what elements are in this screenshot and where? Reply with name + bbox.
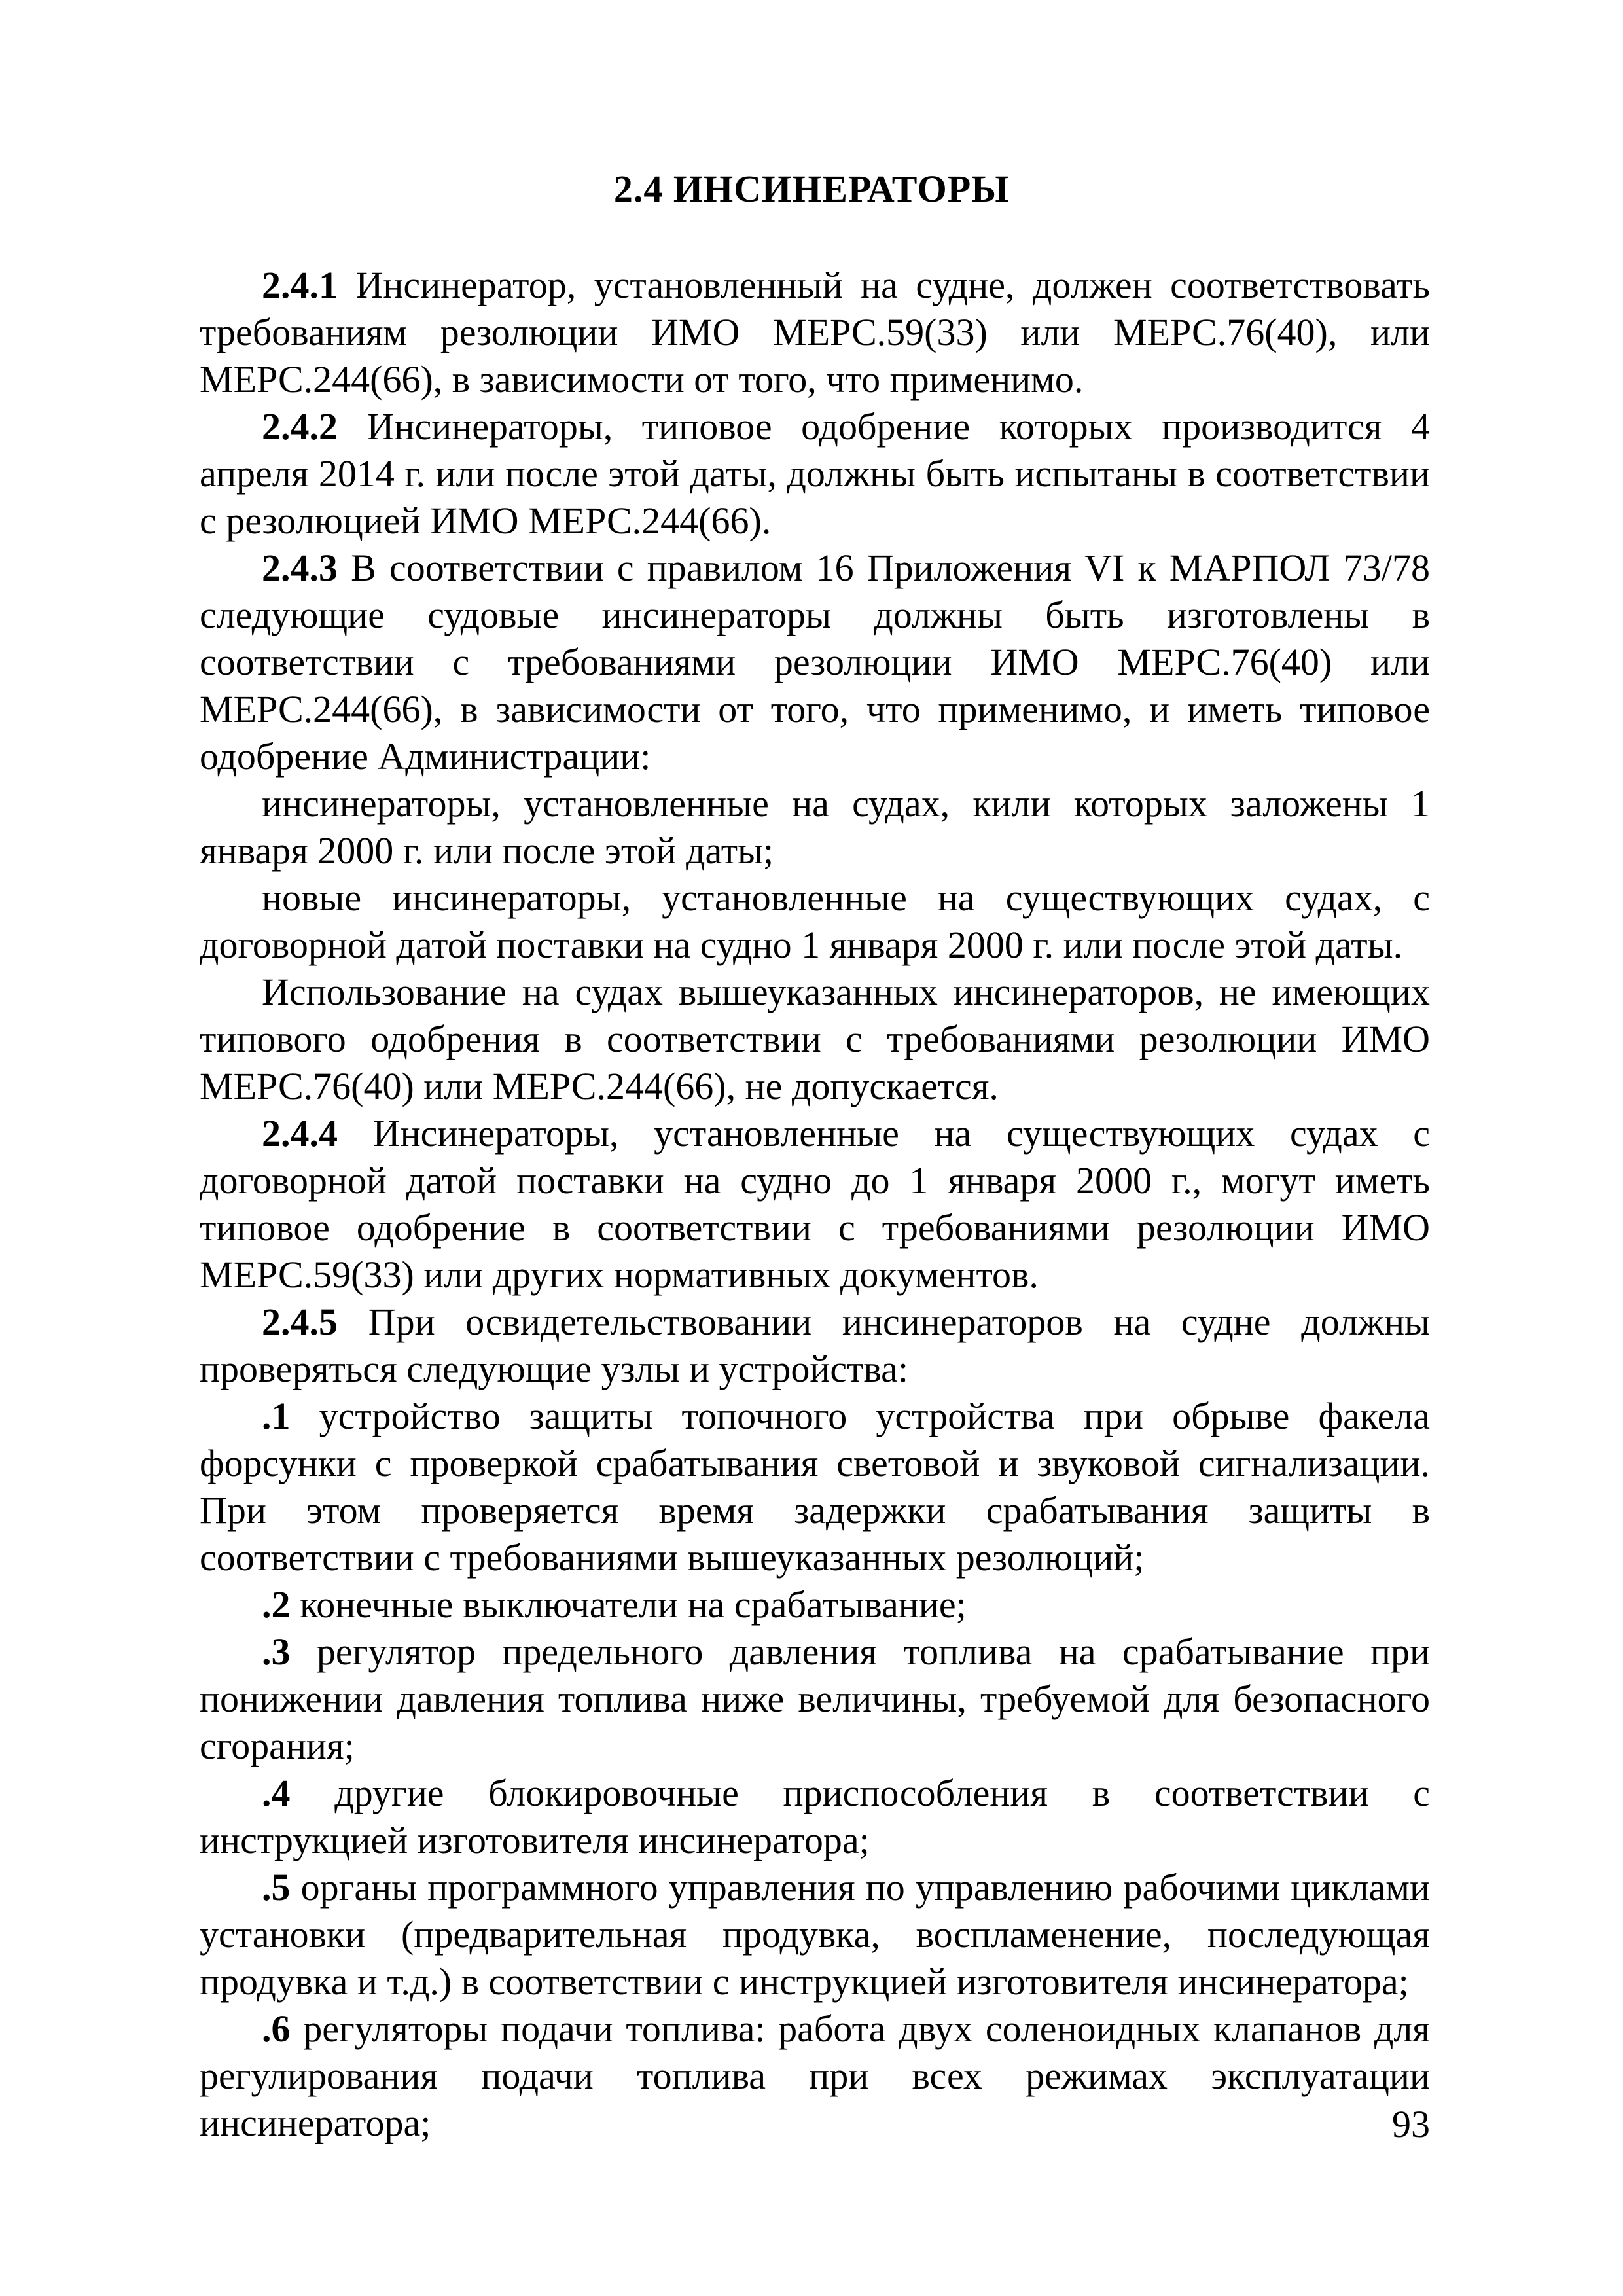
clause-number: 2.4.1: [262, 264, 338, 306]
subitem-4: [200, 1770, 1430, 1864]
subitem-number: .1: [262, 1395, 291, 1437]
paragraph-text: органы программного управления по управлению рабочими циклами установки (предварительная продувка, воспламенение, последующая продувка и т.д.) в соответствии с инструкцией изготовителя инсинератора;: [200, 1866, 1430, 2003]
paragraph-text: Инсинераторы, установленные на существующих судах с договорной датой поставки на судно до 1 января 2000 г., могут иметь типовое одобрение в соответствии с требованиями резолюции ИМО МЕРС.59(33) или других нормативных документов.: [200, 1112, 1430, 1296]
paragraph-text: устройство защиты топочного устройства при обрыве факела форсунки с проверкой срабатывания световой и звуковой сигнализации. При этом проверяется время задержки срабатывания защиты в соответствии с требованиями вышеуказанных резолюций;: [200, 1395, 1430, 1579]
subitem-number: .2: [262, 1583, 291, 1626]
subitem-2: [200, 1581, 1430, 1628]
paragraph-text: инсинераторы, установленные на судах, кили которых заложены 1 января 2000 г. или после этой даты;: [200, 782, 1430, 872]
paragraph-2-4-2: [200, 403, 1430, 545]
subitem-number: .3: [262, 1630, 291, 1673]
paragraph-text: При освидетельствовании инсинераторов на судне должны проверяться следующие узлы и устройства:: [200, 1300, 1430, 1390]
page-number: 93: [1392, 2103, 1430, 2145]
paragraph-text: конечные выключатели на срабатывание;: [290, 1583, 967, 1626]
clause-number: 2.4.3: [262, 547, 338, 589]
paragraph-list-item: [200, 780, 1430, 874]
subitem-1: [200, 1393, 1430, 1581]
subitem-number: .5: [262, 1866, 291, 1909]
paragraph-2-4-1: [200, 262, 1430, 403]
paragraph-2-4-4: [200, 1110, 1430, 1299]
subitem-5: [200, 1864, 1430, 2005]
paragraph-2-4-3: [200, 545, 1430, 780]
paragraph-note: [200, 969, 1430, 1110]
paragraph-text: регуляторы подачи топлива: работа двух соленоидных клапанов для регулирования подачи топлива при всех режимах эксплуатации инсинератора;: [200, 2007, 1430, 2144]
clause-number: 2.4.2: [262, 405, 338, 448]
paragraph-text: новые инсинераторы, установленные на существующих судах, с договорной датой поставки на судно 1 января 2000 г. или после этой даты.: [200, 876, 1430, 966]
paragraph-text: Инсинераторы, типовое одобрение которых производится 4 апреля 2014 г. или после этой даты, должны быть испытаны в соответствии с резолюцией ИМО МЕРС.244(66).: [200, 405, 1430, 542]
section-body: [200, 262, 1430, 2147]
paragraph-text: Инсинератор, установленный на судне, должен соответствовать требованиям резолюции ИМО МЕРС.59(33) или МЕРС.76(40), или МЕРС.244(66), в зависимости от того, что применимо.: [200, 264, 1430, 401]
clause-number: 2.4.5: [262, 1300, 338, 1343]
paragraph-text: регулятор предельного давления топлива на срабатывание при понижении давления топлива ниже величины, требуемой для безопасного сгорания;: [200, 1630, 1430, 1767]
paragraph-list-item: [200, 874, 1430, 969]
subitem-number: .6: [262, 2007, 291, 2050]
section-heading: 2.4 ИНСИНЕРАТОРЫ: [613, 168, 1010, 210]
subitem-3: [200, 1628, 1430, 1770]
paragraph-text: Использование на судах вышеуказанных инсинераторов, не имеющих типового одобрения в соответствии с требованиями резолюции ИМО МЕРС.76(40) или МЕРС.244(66), не допускается.: [200, 971, 1430, 1107]
paragraph-text: другие блокировочные приспособления в соответствии с инструкцией изготовителя инсинератора;: [200, 1772, 1430, 1861]
paragraph-text: В соответствии с правилом 16 Приложения VI к МАРПОЛ 73/78 следующие судовые инсинераторы должны быть изготовлены в соответствии с требованиями резолюции ИМО МЕРС.76(40) или МЕРС.244(66), в зависимости от того, что применимо, и иметь типовое одобрение Администрации:: [200, 547, 1430, 778]
clause-number: 2.4.4: [262, 1112, 338, 1155]
subitem-6: [200, 2005, 1430, 2147]
paragraph-2-4-5: [200, 1299, 1430, 1393]
subitem-number: .4: [262, 1772, 291, 1814]
